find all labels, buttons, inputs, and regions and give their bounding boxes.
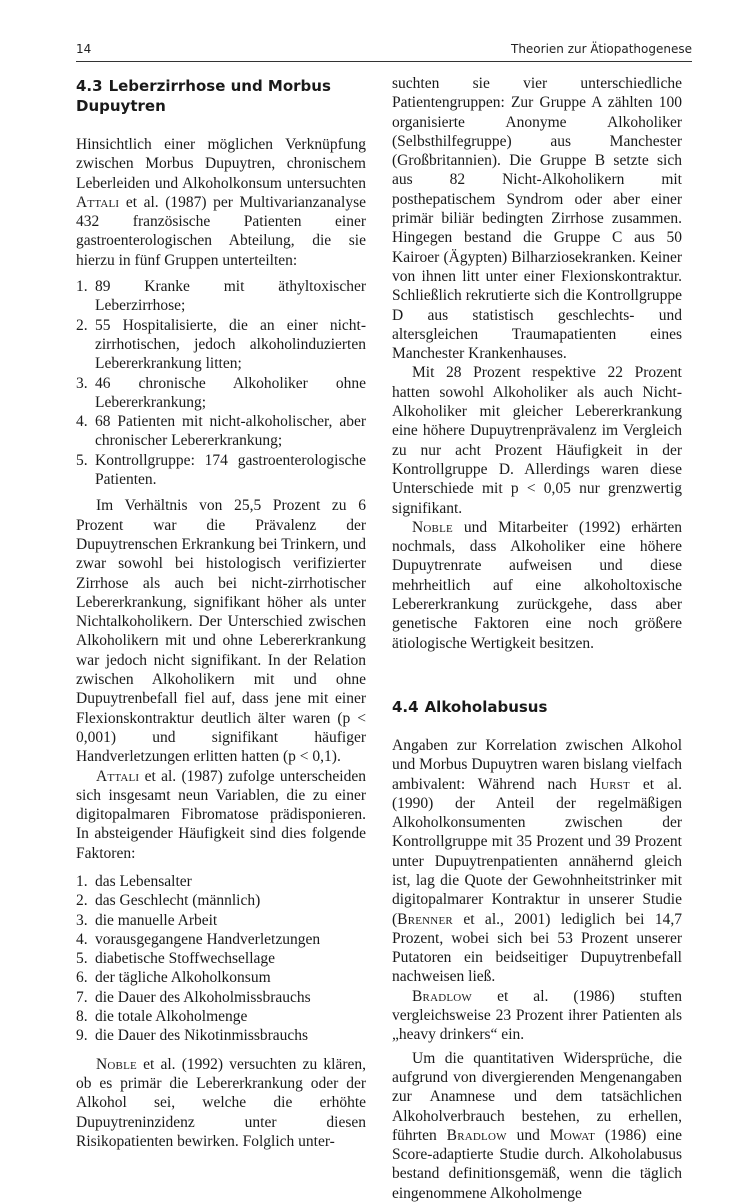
section-4-3-heading xyxy=(76,76,366,116)
author-citation: Bradlow xyxy=(412,987,473,1005)
author-citation: Mowat xyxy=(549,1126,596,1144)
author-citation: Attali xyxy=(96,767,140,785)
attali-paragraph: Attali et al. (1987) zufolge unterscheiden sich insgesamt neun Variablen, die zu einer digitopalmaren Fibromatose prädisponieren. In absteigender Häufigkeit sind dies folgende Faktoren: xyxy=(76,767,366,862)
bradlow-paragraph: Bradlow et al. (1986) stuften vergleichsweise 23 Prozent ihrer Patienten als „heavy drinkers“ ein. xyxy=(392,987,682,1044)
list-item: 3. die manuelle Arbeit xyxy=(76,911,218,929)
list-item: 1. 89 Kranke mit äthyltoxischer Leberzirrhose; xyxy=(76,278,366,315)
noble-paragraph-continued: suchten sie vier unterschiedliche Patientengruppen: Zur Gruppe A zählten 100 organisierte Anonyme Alkoholiker (Selbsthilfegruppe) aus Manchester (Großbritannien). Die Gruppe B setzte sich aus 82 Nicht-Alkoholikern mit posthepatischem Syndrom oder aber einer primär biliär bedingten Zirrhose zusammen. Hingegen bestand die Gruppe C aus 50 Kairoer (Ägypten) Bilharziosekranken. Keiner von ihnen litt unter einer Flexionskontraktur. Schließlich rekrutierte sich die Kontrollgruppe D aus statistisch geschlechts- und altersgleichen Traumapatienten eines Manchester Krankenhauses. xyxy=(392,75,682,363)
list-item: 8. die totale Alkoholmenge xyxy=(76,1008,248,1026)
list-item: 2. 55 Hospitalisierte, die an einer nicht-zirrhotischen, jedoch alkoholinduzierten Lebererkrankung litten; xyxy=(76,316,366,373)
page-number: 14 xyxy=(76,42,92,56)
section-4-4-heading xyxy=(392,697,682,717)
alcohol-intro-paragraph: Angaben zur Korrelation zwischen Alkohol und Morbus Dupuytren waren bislang vielfach ambivalent: Während nach Hurst et al. (1990) der Anteil der regelmäßigen Alkoholkonsumenten zwischen der Kontrollgruppe mit 35 Prozent und 39 Prozent unter Dupuytrenpatienten annähernd gleich ist, lag die Quote der Gewohnheitstrinker mit digitopalmarer Kontraktur in unserer Studie (Brenner et al., 2001) lediglich bei 14,7 Prozent, wobei sich bei 53 Prozent unserer Putatoren ein beidseitiger Dupuytrenbefall nachweisen ließ. xyxy=(392,736,683,986)
section-number: 4.4 xyxy=(392,697,419,716)
list-item: 6. der tägliche Alkoholkonsum xyxy=(76,969,271,987)
intro-paragraph: Hinsichtlich einer möglichen Verknüpfung zwischen Morbus Dupuytren, chronischem Leberleiden und Alkoholkonsum untersuchten Attali et al. (1987) per Multivarianzanalyse 432 französische Patienten einer gastroenterologischen Abteilung, die sie hierzu in fünf Gruppen unterteilten: xyxy=(76,136,366,269)
list-item: 5. diabetische Stoffwechsellage xyxy=(76,950,276,968)
running-header xyxy=(76,42,692,62)
section-number: 4.3 xyxy=(76,77,103,95)
section-title-line1: Leberzirrhose und Morbus xyxy=(108,77,331,95)
author-citation: Noble xyxy=(96,1055,137,1073)
section-title-line2: Dupuytren xyxy=(76,97,166,115)
ratio-paragraph: Im Verhältnis von 25,5 Prozent zu 6 Prozent war die Prävalenz der Dupuytrenschen Erkrankung bei Trinkern, und zwar sowohl bei histologisch verifizierter Zirrhose als auch bei nicht-zirrhotischer Lebererkrankung, signifikant höher als unter Nichtalkoholikern. Der Unterschied zwischen Alkoholikern mit und ohne Lebererkrankung war jedoch nicht signifikant. In der Relation zwischen Alkoholikern mit und ohne Dupuytrenbefall fiel auf, dass jene mit einer Flexionskontraktur deutlich älter waren (p < 0,001) und signifikant häufiger Handverletzungen erlitten hatten (p < 0,1). xyxy=(76,497,366,766)
list-item: 4. vorausgegangene Handverletzungen xyxy=(76,930,321,948)
author-citation: Noble xyxy=(412,518,453,536)
section-title: Alkoholabusus xyxy=(424,697,548,716)
header-rule xyxy=(76,61,692,62)
list-item: 3. 46 chronische Alkoholiker ohne Lebererkrankung; xyxy=(76,374,366,411)
list-item: 4. 68 Patienten mit nicht-alkoholischer, aber chronischer Lebererkrankung; xyxy=(76,413,366,450)
list-item: 7. die Dauer des Alkoholmissbrauchs xyxy=(76,988,311,1006)
quantitative-paragraph: Um die quantitativen Widersprüche, die aufgrund von divergierenden Mengenangaben zur Anamnese und dem tatsächlichen Alkoholverbrauch bestehen, zu erhellen, führten Bradlow und Mowat (1986) eine Score-adaptierte Studie durch. Alkoholabusus bestand definitionsgemäß, wenn die täglich eingenommene Alkoholmenge xyxy=(392,1049,682,1202)
author-citation: Hurst xyxy=(589,775,630,793)
risk-factor-list xyxy=(76,872,366,1046)
author-citation: Attali xyxy=(76,193,120,211)
author-citation: Brenner xyxy=(397,910,453,928)
author-citation: Bradlow xyxy=(446,1126,507,1144)
noble-conclusion-paragraph: Noble und Mitarbeiter (1992) erhärten nochmals, dass Alkoholiker eine höhere Dupuytrenrate aufweisen und diese mehrheitlich auf eine alkoholtoxische Lebererkrankung zurückgehe, dass aber genetische Faktoren eine noch größere ätiologische Wertigkeit besitzen. xyxy=(392,518,682,652)
prevalence-paragraph: Mit 28 Prozent respektive 22 Prozent hatten sowohl Alkoholiker als auch Nicht-Alkoholiker mit gleicher Lebererkrankung eine höhere Dupuytrenprävalenz im Vergleich zu nur acht Prozent Häufigkeit in der Kontrollgruppe D. Allerdings waren diese Unterschiede mit p < 0,05 nur grenzwertig signifikant. xyxy=(392,364,682,517)
chapter-title: Theorien zur Ätiopathogenese xyxy=(510,42,692,56)
noble-paragraph: Noble et al. (1992) versuchten zu klären, ob es primär die Lebererkrankung oder der Alkohol sei, welche die erhöhte Dupuytreninzidenz unter diesen Risikopatienten bewirken. Folglich unter- xyxy=(76,1055,366,1150)
list-item: 1. das Lebensalter xyxy=(76,872,192,890)
left-column xyxy=(76,74,366,1151)
list-item: 9. die Dauer des Nikotinmissbrauchs xyxy=(76,1027,309,1045)
list-item: 5. Kontrollgruppe: 174 gastroenterologische Patienten. xyxy=(76,451,366,489)
list-item: 2. das Geschlecht (männlich) xyxy=(76,892,261,910)
patient-group-list xyxy=(76,277,366,489)
right-column xyxy=(392,74,682,1203)
